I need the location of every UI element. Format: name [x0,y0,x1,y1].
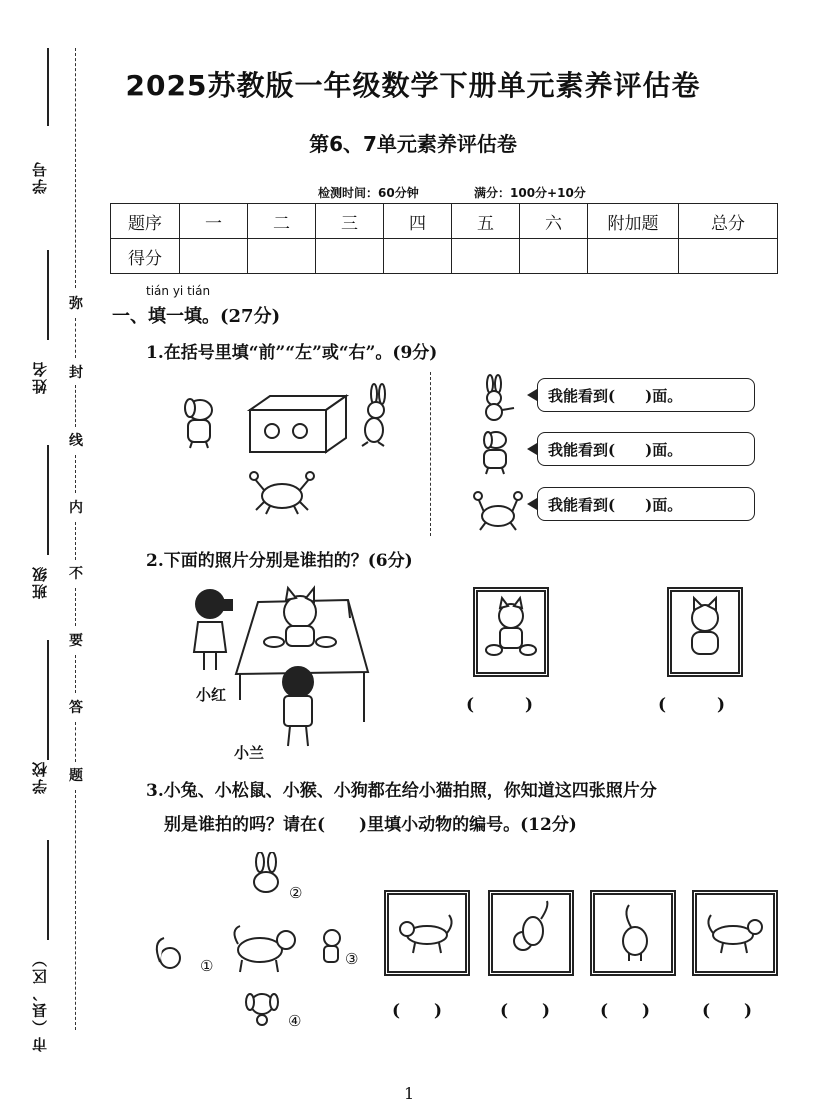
exam-time: 检测时间：60分钟 [318,186,419,200]
q3-title-line2: 别是谁拍的吗？请在( )里填小动物的编号。(12分) [164,815,577,835]
q3-answer-blank[interactable]: ( ) [392,1001,443,1021]
score-cell: 题序 [111,204,180,239]
score-input-cell[interactable] [248,239,316,274]
seal-char: 弥 [69,296,83,312]
rabbit-icon [362,384,385,446]
score-input-cell[interactable] [679,239,778,274]
page-subtitle: 第6、7单元素养评估卷 [309,132,517,156]
q3-scene-illustration [150,852,360,1034]
score-input-cell[interactable] [384,239,452,274]
box-icon [250,396,346,452]
q1-speech-bubble[interactable]: 我能看到( )面。 [537,432,755,466]
school-label: 学校 [31,760,49,794]
cat-side-right-icon [697,895,773,971]
photo-frame-4 [692,890,778,976]
q1-speech-bubble[interactable]: 我能看到( )面。 [537,378,755,412]
girl-xiaohong-icon [194,590,232,670]
score-cell: 四 [384,204,452,239]
photo-frame-1 [384,890,470,976]
name-xiaolan: 小兰 [234,744,265,762]
girl-xiaolan-icon [283,667,313,746]
photo-frame-front [473,587,549,677]
seal-dash [75,455,77,493]
crab-icon [470,486,526,534]
page-title: 2025苏教版一年级数学下册单元素养评估卷 [125,69,701,102]
photo-frame-3 [590,890,676,976]
score-cell: 得分 [111,239,180,274]
school-line [47,840,49,940]
animal-number: ① [200,957,214,975]
dog-icon [246,994,278,1025]
score-input-cell[interactable] [452,239,520,274]
squirrel-icon [157,938,180,968]
photo-frame-back [667,587,743,677]
q3-answer-blank[interactable]: ( ) [500,1001,551,1021]
q1-divider [430,372,431,536]
q1-title: 1.在括号里填“前”“左”或“右”。(9分) [146,343,438,363]
seal-char: 封 [69,365,83,381]
score-input-cell[interactable] [588,239,679,274]
q2-answer-blank[interactable]: ( ) [658,695,726,715]
monkey-icon [324,930,340,962]
seal-dash [75,522,77,560]
score-input-cell[interactable] [520,239,588,274]
student-id-line [47,250,49,340]
name-xiaohong: 小红 [196,686,227,704]
cat-toy-front-icon [478,592,544,672]
q2-answer-blank[interactable]: ( ) [466,695,534,715]
q2-scene-illustration [188,582,384,752]
q3-answer-blank[interactable]: ( ) [600,1001,651,1021]
cat-front-icon [493,895,569,971]
section-pinyin: tián yi tián [146,284,211,298]
cat-side-icon [389,895,465,971]
score-cell: 三 [316,204,384,239]
seal-dash [75,722,77,762]
score-cell: 总分 [679,204,778,239]
score-input-cell[interactable] [316,239,384,274]
score-table-score-row [111,239,778,274]
seal-char: 题 [69,768,83,784]
class-label: 班级 [31,565,49,599]
seal-dash [75,318,77,358]
score-table [110,203,778,274]
cat-toy-back-icon [672,592,738,672]
seal-char: 要 [69,633,83,649]
page-number: 1 [404,1084,415,1103]
animal-number: ② [289,884,303,902]
crab-icon [250,472,314,514]
city-label: 市（县、区） [31,950,49,1052]
seal-dash [75,655,77,693]
seal-dash [75,385,77,427]
seal-char: 不 [69,566,83,582]
score-cell: 二 [248,204,316,239]
student-id-label: 学号 [31,160,49,194]
score-table-header-row [111,204,778,239]
animal-number: ④ [288,1012,302,1030]
seal-char: 内 [69,500,83,516]
full-score: 满分：100分+10分 [474,186,586,200]
score-input-cell[interactable] [180,239,248,274]
q1-scene-illustration [170,380,410,520]
name-line [47,445,49,555]
q3-title-line1: 3.小兔、小松鼠、小猴、小狗都在给小猫拍照，你知道这四张照片分 [146,781,657,801]
q3-answer-blank[interactable]: ( ) [702,1001,753,1021]
rabbit-icon [474,374,524,422]
score-cell: 五 [452,204,520,239]
cat-icon [234,926,295,972]
dog-icon [474,428,524,476]
score-cell: 附加题 [588,204,679,239]
dog-icon [185,399,212,448]
name-label: 姓名 [31,360,49,394]
seal-char: 线 [69,433,83,449]
seal-char: 答 [69,700,83,716]
score-cell: 六 [520,204,588,239]
animal-number: ③ [345,950,359,968]
photo-frame-2 [488,890,574,976]
score-cell: 一 [180,204,248,239]
class-line [47,640,49,760]
q2-title: 2.下面的照片分别是谁拍的？(6分) [146,551,413,571]
section-title: 一、填一填。(27分) [112,306,281,327]
q1-speech-bubble[interactable]: 我能看到( )面。 [537,487,755,521]
cat-back-icon [595,895,671,971]
seal-dash [75,588,77,626]
rabbit-icon [254,852,278,892]
seal-dash-bottom [75,790,77,1030]
